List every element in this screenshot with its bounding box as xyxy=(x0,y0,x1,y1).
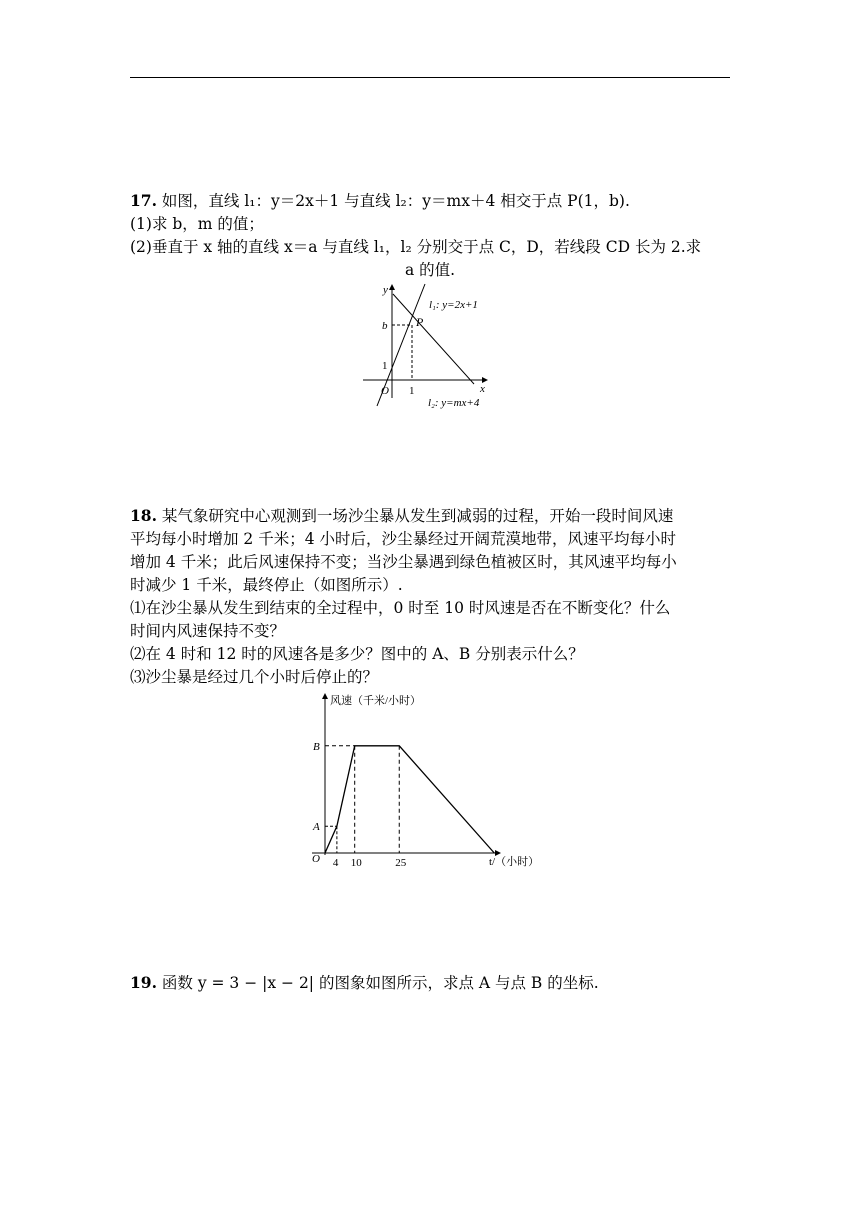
q17-stem xyxy=(130,190,730,212)
q17-l1-label: l₁: y=2x+1 xyxy=(429,299,478,311)
q17-stem-text: 如图，直线 l₁：y＝2x＋1 与直线 l₂：y＝mx＋4 相交于点 P(1，b). xyxy=(161,192,630,210)
q18-stem-line-1 xyxy=(130,505,730,527)
q19-text xyxy=(130,972,730,994)
q18-origin: O xyxy=(312,853,320,865)
q18-y-tick-B: B xyxy=(313,740,320,753)
q18-stem-line-2: 平均每小时增加 2 千米；4 小时后，沙尘暴经过开阔荒漠地带，风速平均每小时 xyxy=(130,530,677,548)
q18-series-line xyxy=(325,746,494,853)
q18-q1-line-1: ⑴在沙尘暴从发生到结束的全过程中，0 时至 10 时风速是否在不断变化？什么 xyxy=(130,599,671,617)
q17-l2-label: l₂: y=mx+4 xyxy=(428,397,480,409)
q17-tick-y1: 1 xyxy=(382,360,388,372)
q18-x-tick-25: 25 xyxy=(395,857,407,869)
q17-part2-cont: a 的值. xyxy=(404,261,456,279)
q17-part2: (2)垂直于 x 轴的直线 x＝a 与直线 l₁，l₂ 分别交于点 C，D，若线段 CD 长为 2.求 xyxy=(130,238,702,256)
q18-y-label: 风速（千米/小时） xyxy=(330,695,422,707)
q17-part1: (1)求 b，m 的值； xyxy=(130,215,264,233)
header-rule xyxy=(130,77,730,78)
q18-x-tick-10: 10 xyxy=(350,857,362,869)
q18-stem-text-1: 某气象研究中心观测到一场沙尘暴从发生到减弱的过程，开始一段时间风速 xyxy=(161,507,674,525)
q18-number: 18. xyxy=(130,506,157,525)
q17-x-label: x xyxy=(480,383,485,395)
q19-text-body: 函数 y = 3 − |x − 2| 的图象如图所示，求点 A 与点 B 的坐标. xyxy=(161,974,599,992)
q17-label-b: b xyxy=(382,320,388,332)
q18-q3: ⑶沙尘暴是经过几个小时后停止的？ xyxy=(130,668,379,686)
q18-y-tick-A: A xyxy=(313,821,320,834)
q18-stem-line-4: 时减少 1 千米，最终停止（如图所示）. xyxy=(130,576,403,594)
q18-stem-line-3: 增加 4 千米；此后风速保持不变；当沙尘暴遇到绿色植被区时，其风速平均每小 xyxy=(130,553,677,571)
q18-q2: ⑵在 4 时和 12 时的风速各是多少？图中的 A、B 分别表示什么？ xyxy=(130,645,584,663)
q18-x-tick-4: 4 xyxy=(332,857,339,869)
q17-label-P: P xyxy=(416,315,424,329)
q18-wind-chart xyxy=(300,690,555,875)
q19-number: 19. xyxy=(130,973,157,992)
q17-origin: O xyxy=(381,385,389,397)
q17-figure xyxy=(355,280,515,415)
q18-q1-line-2: 时间内风速保持不变？ xyxy=(130,622,286,640)
q17-tick-x1: 1 xyxy=(409,385,415,397)
q17-number: 17. xyxy=(130,191,157,210)
q18-x-label: t/（小时） xyxy=(489,856,540,868)
q17-y-label: y xyxy=(383,284,388,296)
